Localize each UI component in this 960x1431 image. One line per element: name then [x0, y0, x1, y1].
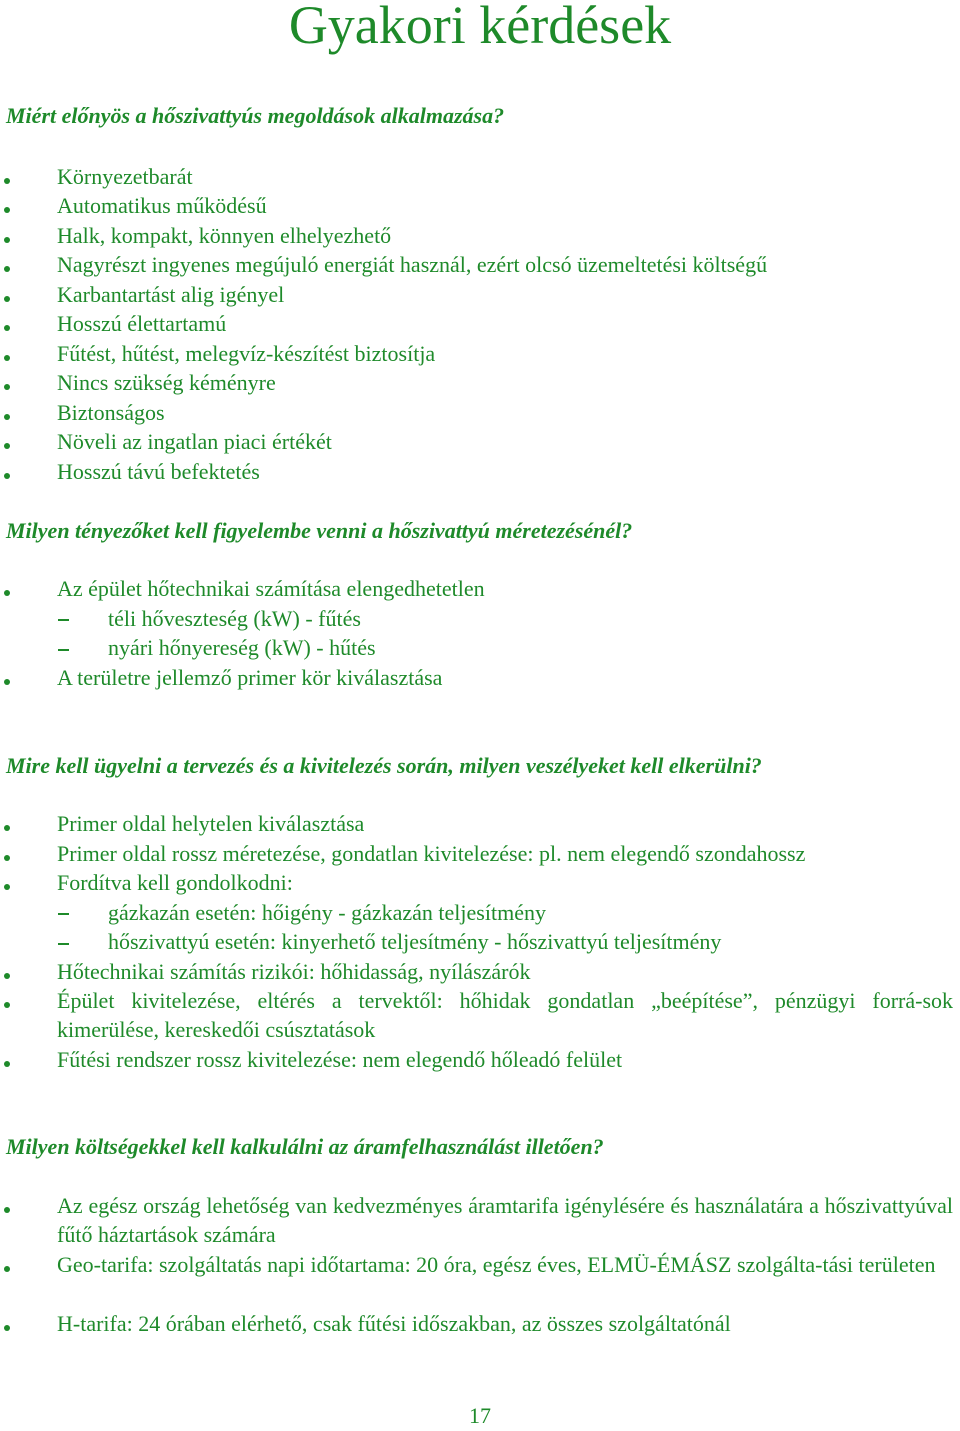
- bullet-dot-icon: [4, 266, 10, 272]
- bullet-dot-icon: [4, 296, 10, 302]
- list-item: Primer oldal rossz méretezése, gondatlan kivitelezése: pl. nem elegendő szondahossz: [57, 841, 806, 866]
- dash-icon: [58, 649, 69, 651]
- bullet-dot-icon: [4, 473, 10, 479]
- bullet-dot-icon: [4, 679, 10, 685]
- bullet-dot-icon: [4, 1002, 10, 1008]
- bullet-dot-icon: [4, 855, 10, 861]
- list-item: Primer oldal helytelen kiválasztása: [57, 811, 365, 836]
- dash-icon: [58, 619, 69, 621]
- bullet-dot-icon: [4, 414, 10, 420]
- bullet-dot-icon: [4, 443, 10, 449]
- section-question-4: Milyen költségekkel kell kalkulálni az áramfelhasználást illetően?: [6, 1134, 604, 1159]
- bullet-dot-icon: [4, 884, 10, 890]
- list-item: Nagyrészt ingyenes megújuló energiát használ, ezért olcsó üzemeltetési költségű: [57, 252, 768, 277]
- bullet-dot-icon: [4, 1266, 10, 1272]
- list-item: Automatikus működésű: [57, 193, 267, 218]
- dash-icon: [58, 943, 69, 945]
- list-item: Biztonságos: [57, 400, 165, 425]
- list-item: Fűtést, hűtést, melegvíz-készítést biztosítja: [57, 341, 436, 366]
- bullet-dot-icon: [4, 237, 10, 243]
- list-item: Karbantartást alig igényel: [57, 282, 285, 307]
- list-item: Nincs szükség kéményre: [57, 370, 276, 395]
- list-item: Az egész ország lehetőség van kedvezményes áramtarifa igénylésére és használatára a hőszivattyúval fűtő háztartások számára: [57, 1193, 953, 1247]
- section-question-2: Milyen tényezőket kell figyelembe venni a hőszivattyú méretezésénél?: [6, 518, 633, 543]
- list-item: Hosszú távú befektetés: [57, 459, 260, 484]
- sub-list-item: gázkazán esetén: hőigény - gázkazán teljesítmény: [108, 900, 546, 925]
- bullet-dot-icon: [4, 207, 10, 213]
- bullet-dot-icon: [4, 590, 10, 596]
- list-item: Az épület hőtechnikai számítása elengedhetetlen: [57, 576, 485, 601]
- list-item: Épület kivitelezése, eltérés a tervektől: hőhidak gondatlan „beépítése”, pénzügyi forrá-sok kimerülése, kereskedői csúsztatások: [57, 988, 953, 1042]
- bullet-dot-icon: [4, 1061, 10, 1067]
- bullet-dot-icon: [4, 325, 10, 331]
- bullet-dot-icon: [4, 1325, 10, 1331]
- sub-list-item: hőszivattyú esetén: kinyerhető teljesítmény - hőszivattyú teljesítmény: [108, 929, 722, 954]
- bullet-dot-icon: [4, 973, 10, 979]
- list-item: Halk, kompakt, könnyen elhelyezhető: [57, 223, 392, 248]
- sub-list-item: nyári hőnyereség (kW) - hűtés: [108, 635, 376, 660]
- list-item: H-tarifa: 24 órában elérhető, csak fűtési időszakban, az összes szolgáltatónál: [57, 1311, 731, 1336]
- page-title: Gyakori kérdések: [288, 0, 672, 55]
- list-item: Környezetbarát: [57, 164, 193, 189]
- section-question-1: Miért előnyös a hőszivattyús megoldások alkalmazása?: [6, 103, 505, 128]
- bullet-dot-icon: [4, 384, 10, 390]
- list-item: Növeli az ingatlan piaci értékét: [57, 429, 332, 454]
- bullet-dot-icon: [4, 1207, 10, 1213]
- list-item: A területre jellemző primer kör kiválasztása: [57, 665, 443, 690]
- list-item: Fűtési rendszer rossz kivitelezése: nem elegendő hőleadó felület: [57, 1047, 623, 1072]
- dash-icon: [58, 913, 69, 915]
- list-item: Hosszú élettartamú: [57, 311, 227, 336]
- list-item: Hőtechnikai számítás rizikói: hőhidasság, nyílászárók: [57, 959, 531, 984]
- bullet-dot-icon: [4, 825, 10, 831]
- page-number: 17: [469, 1403, 491, 1428]
- bullet-dot-icon: [4, 355, 10, 361]
- list-item: Fordítva kell gondolkodni:: [57, 870, 293, 895]
- section-question-3: Mire kell ügyelni a tervezés és a kivitelezés során, milyen veszélyeket kell elkerülni?: [6, 753, 762, 778]
- bullet-dot-icon: [4, 178, 10, 184]
- list-item: Geo-tarifa: szolgáltatás napi időtartama: 20 óra, egész éves, ELMÜ-ÉMÁSZ szolgálta-tási területen: [57, 1252, 936, 1277]
- sub-list-item: téli hőveszteség (kW) - fűtés: [108, 606, 361, 631]
